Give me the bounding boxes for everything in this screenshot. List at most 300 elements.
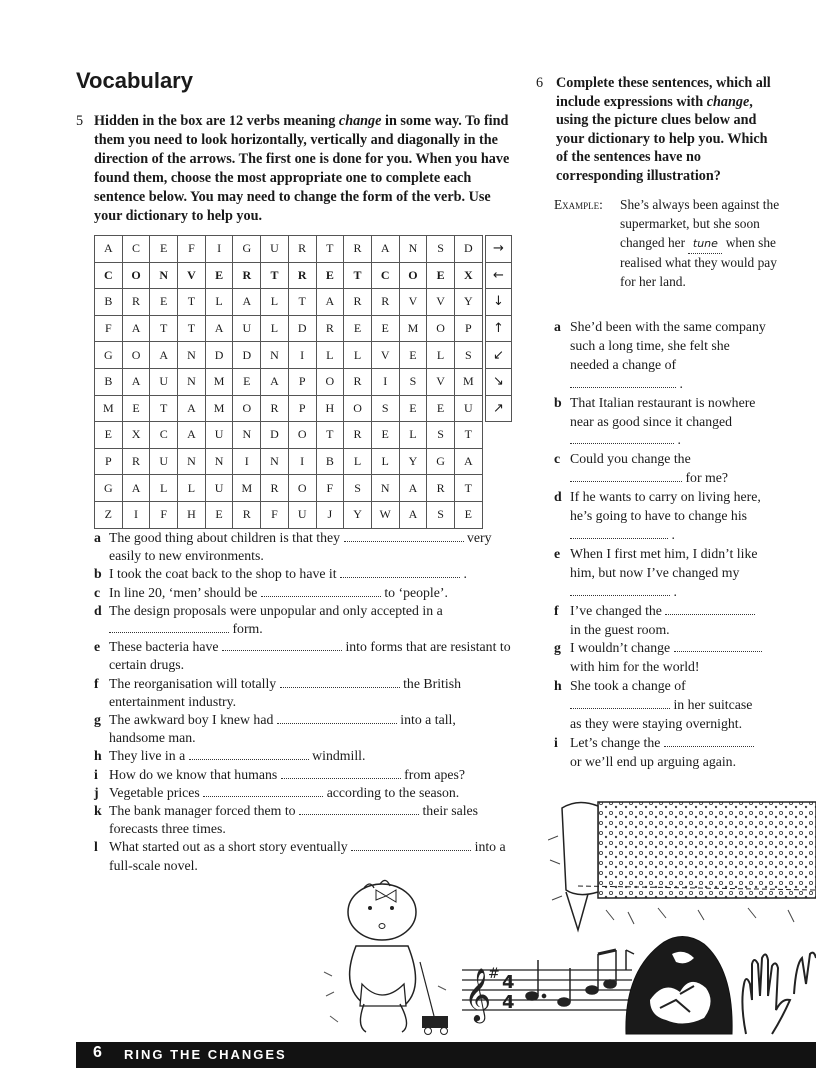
svg-text:4: 4 — [502, 972, 515, 993]
grid-cell: R — [122, 448, 150, 475]
grid-cell: U — [205, 475, 233, 502]
answer-blank[interactable] — [665, 604, 755, 615]
grid-row — [95, 342, 483, 369]
answer-blank[interactable] — [109, 622, 229, 633]
exercise-6-instr-change: change — [706, 93, 750, 110]
ex5-sentence-k — [94, 802, 514, 838]
grid-cell: A — [316, 289, 344, 316]
sentence-text: windmill. — [312, 748, 366, 764]
grid-cell: O — [399, 262, 427, 289]
grid-cell: E — [233, 368, 261, 395]
grid-cell: R — [261, 475, 289, 502]
ex6-sentence-e — [554, 545, 766, 602]
sentence-text: When I first met him, I didn’t like him, but now I’ve changed my — [570, 545, 758, 580]
grid-cell: L — [205, 289, 233, 316]
grid-cell: S — [344, 475, 372, 502]
grid-cell: D — [261, 422, 289, 449]
answer-blank[interactable] — [570, 377, 676, 388]
exercise-6-instr-1: Complete these sentences, which all include expressions with — [556, 75, 771, 110]
grid-cell: N — [178, 342, 206, 369]
grid-cell: W — [371, 501, 399, 528]
example-text-1: She’s always been against the supermarket, but she soon changed her — [620, 197, 780, 250]
ex5-sentence-e — [94, 638, 514, 674]
grid-cell: A — [371, 236, 399, 263]
grid-cell: S — [427, 236, 455, 263]
grid-cell: A — [261, 368, 289, 395]
sentence-text: their sales forecasts three times. — [109, 803, 479, 837]
waving-hands-illustration — [736, 944, 816, 1040]
grid-cell: V — [427, 368, 455, 395]
grid-cell: R — [344, 422, 372, 449]
grid-cell: T — [150, 315, 178, 342]
baby-with-toy-illustration — [320, 876, 456, 1040]
sentence-letter: g — [554, 640, 561, 656]
grid-cell: E — [344, 315, 372, 342]
grid-row — [95, 236, 483, 263]
example-text-2: when she realised what they would pay for her land. — [620, 234, 777, 290]
sentence-text: into a full-scale novel. — [109, 839, 506, 873]
answer-blank[interactable] — [281, 768, 401, 779]
grid-cell: R — [288, 236, 316, 263]
example-answer-blank — [688, 234, 722, 255]
sentence-letter: h — [554, 678, 562, 694]
answer-blank[interactable] — [280, 677, 400, 688]
grid-cell: L — [344, 342, 372, 369]
answer-blank[interactable] — [299, 804, 419, 815]
grid-cell: L — [427, 342, 455, 369]
grid-cell: J — [316, 501, 344, 528]
ex5-sentence-j — [94, 784, 514, 802]
grid-cell: E — [454, 501, 482, 528]
grid-cell: I — [288, 342, 316, 369]
ex5-sentence-i — [94, 766, 514, 784]
grid-cell: E — [399, 395, 427, 422]
grid-cell: S — [427, 501, 455, 528]
section-title: Vocabulary — [76, 68, 193, 93]
sentence-text: I took the coat back to the shop to have it — [109, 566, 341, 582]
ex6-sentence-f — [554, 602, 766, 640]
grid-cell: N — [261, 448, 289, 475]
grid-cell: O — [427, 315, 455, 342]
grid-cell: E — [205, 501, 233, 528]
sentence-text: form. — [232, 621, 263, 637]
direction-arrow-icon: ↓ — [486, 289, 512, 316]
grid-cell: N — [233, 422, 261, 449]
grid-cell: O — [122, 262, 150, 289]
grid-cell: A — [178, 395, 206, 422]
grid-cell: E — [427, 395, 455, 422]
grid-cell: U — [454, 395, 482, 422]
grid-cell: Y — [454, 289, 482, 316]
grid-cell: C — [371, 262, 399, 289]
ex5-sentence-f — [94, 675, 514, 711]
grid-cell: I — [288, 448, 316, 475]
grid-cell: A — [122, 315, 150, 342]
grid-cell: F — [95, 315, 123, 342]
grid-cell: H — [316, 395, 344, 422]
grid-cell: X — [454, 262, 482, 289]
bed-sheets-illustration — [548, 800, 816, 936]
sentence-text: Could you change the — [570, 451, 691, 467]
grid-cell: V — [371, 342, 399, 369]
grid-cell: M — [454, 368, 482, 395]
grid-cell: L — [399, 422, 427, 449]
exercise-6-number: 6 — [536, 75, 544, 91]
grid-cell: U — [150, 368, 178, 395]
direction-arrow-icon: ↗ — [486, 395, 512, 422]
ex6-sentence-b — [554, 394, 766, 451]
direction-arrows-legend — [485, 235, 512, 422]
grid-cell: N — [178, 368, 206, 395]
direction-arrow-icon: ↙ — [486, 342, 512, 369]
sentence-letter: b — [554, 394, 562, 410]
grid-cell: O — [122, 342, 150, 369]
grid-cell: A — [399, 501, 427, 528]
sentence-text: The reorganisation will totally — [109, 675, 280, 691]
grid-cell: R — [122, 289, 150, 316]
sentence-text: That Italian restaurant is nowhere near as good since it changed — [570, 394, 756, 429]
grid-cell: P — [288, 368, 316, 395]
exercise-6-example — [554, 196, 794, 292]
sentence-text: . — [679, 375, 683, 391]
ex5-sentence-g — [94, 711, 514, 747]
ex5-sentence-h — [94, 747, 514, 765]
exercise-5-sentences — [94, 529, 514, 875]
grid-cell: S — [454, 342, 482, 369]
exercise-6-instr-2: , using the picture clues below and your dictionary to help you. Which of the sentences have no corresponding illustration? — [556, 93, 768, 184]
grid-cell: A — [95, 236, 123, 263]
answer-blank[interactable] — [261, 586, 381, 597]
sentence-text: to ‘people’. — [384, 584, 448, 600]
grid-cell: C — [122, 236, 150, 263]
grid-cell: A — [178, 422, 206, 449]
grid-cell: T — [454, 475, 482, 502]
grid-cell: P — [95, 448, 123, 475]
sentence-letter: c — [554, 451, 561, 467]
sentence-letter: e — [94, 639, 101, 655]
grid-cell: U — [233, 315, 261, 342]
grid-cell: R — [233, 262, 261, 289]
grid-cell: E — [122, 395, 150, 422]
direction-arrow-icon: → — [486, 236, 512, 263]
grid-cell: O — [233, 395, 261, 422]
grid-cell: D — [454, 236, 482, 263]
sentence-text: These bacteria have — [109, 639, 222, 655]
grid-cell: A — [122, 475, 150, 502]
grid-cell: G — [95, 475, 123, 502]
answer-blank[interactable] — [189, 749, 309, 760]
grid-cell: L — [371, 448, 399, 475]
page-footer — [76, 1042, 816, 1068]
grid-cell: F — [178, 236, 206, 263]
grid-cell: L — [150, 475, 178, 502]
grid-cell: L — [261, 315, 289, 342]
sentence-text: Vegetable prices — [109, 784, 204, 800]
sentence-text: from apes? — [404, 766, 466, 782]
grid-cell: T — [316, 236, 344, 263]
grid-cell: H — [178, 501, 206, 528]
grid-cell: R — [344, 236, 372, 263]
grid-cell: Y — [399, 448, 427, 475]
sentence-text: She’d been with the same company such a long time, she felt she needed a change of — [570, 319, 766, 372]
grid-cell: I — [122, 501, 150, 528]
answer-blank[interactable] — [351, 840, 471, 851]
grid-cell: F — [150, 501, 178, 528]
answer-blank[interactable] — [570, 585, 670, 596]
sentence-text: into forms that are resistant to certain drugs. — [109, 639, 511, 673]
sentence-text: The design proposals were unpopular and only accepted in a — [109, 602, 443, 618]
sentence-text: . — [671, 526, 675, 542]
sentence-letter: h — [94, 748, 102, 764]
grid-cell: F — [316, 475, 344, 502]
sentence-letter: i — [554, 734, 558, 750]
grid-cell: L — [344, 448, 372, 475]
grid-cell: N — [261, 342, 289, 369]
grid-cell: R — [288, 262, 316, 289]
sentence-letter: b — [94, 566, 102, 582]
grid-cell: E — [95, 422, 123, 449]
answer-blank[interactable] — [277, 713, 397, 724]
grid-cell: R — [233, 501, 261, 528]
ex5-sentence-b — [94, 565, 514, 583]
grid-cell: R — [427, 475, 455, 502]
grid-cell: I — [205, 236, 233, 263]
sentence-text: for me? — [685, 470, 728, 486]
grid-cell: O — [344, 395, 372, 422]
answer-blank[interactable] — [664, 736, 754, 747]
grid-cell: N — [205, 448, 233, 475]
grid-cell: E — [150, 289, 178, 316]
grid-cell: I — [371, 368, 399, 395]
grid-cell: O — [288, 422, 316, 449]
sentence-letter: c — [94, 584, 101, 600]
grid-cell: R — [261, 395, 289, 422]
sentence-text: I wouldn’t change — [570, 640, 674, 656]
grid-cell: C — [95, 262, 123, 289]
sentence-letter: d — [554, 489, 562, 505]
sentence-letter: f — [94, 675, 99, 691]
grid-cell: D — [233, 342, 261, 369]
grid-cell: M — [95, 395, 123, 422]
grid-cell: T — [344, 262, 372, 289]
sentence-text: What started out as a short story eventually — [109, 839, 352, 855]
sentence-letter: e — [554, 545, 561, 561]
ex6-sentence-h — [554, 677, 766, 734]
grid-cell: N — [150, 262, 178, 289]
direction-arrow-icon: ↘ — [486, 368, 512, 395]
grid-cell: E — [427, 262, 455, 289]
sentence-text: The bank manager forced them to — [109, 803, 300, 819]
sentence-letter: k — [94, 803, 102, 819]
grid-cell: R — [344, 289, 372, 316]
grid-cell: G — [233, 236, 261, 263]
sentence-text: She took a change of — [570, 678, 686, 694]
grid-cell: N — [178, 448, 206, 475]
ex5-sentence-c — [94, 584, 514, 602]
ex5-sentence-l — [94, 838, 514, 874]
example-label: Example: — [554, 197, 603, 212]
music-score-illustration — [458, 944, 636, 1030]
ex5-sentence-d — [94, 602, 514, 638]
grid-cell: T — [150, 395, 178, 422]
grid-cell: E — [371, 315, 399, 342]
grid-cell: U — [205, 422, 233, 449]
grid-cell: S — [427, 422, 455, 449]
grid-cell: O — [316, 368, 344, 395]
exercise-6-sentences — [554, 318, 766, 772]
grid-row — [95, 395, 483, 422]
exercise-5-instructions — [76, 112, 516, 226]
grid-cell: T — [316, 422, 344, 449]
ex6-sentence-a — [554, 318, 766, 394]
sentence-letter: a — [554, 319, 561, 334]
grid-cell: O — [288, 475, 316, 502]
page-number: 6 — [93, 1044, 102, 1061]
sentence-letter: f — [554, 602, 559, 618]
answer-blank[interactable] — [570, 433, 674, 444]
grid-cell: A — [122, 368, 150, 395]
answer-blank[interactable] — [570, 698, 670, 709]
grid-cell: E — [316, 262, 344, 289]
sentence-letter: l — [94, 839, 98, 855]
grid-cell: B — [95, 289, 123, 316]
grid-cell: L — [316, 342, 344, 369]
answer-blank[interactable] — [570, 471, 682, 482]
answer-blank[interactable] — [344, 531, 464, 542]
grid-cell: A — [454, 448, 482, 475]
sentence-text: into a tall, handsome man. — [109, 712, 456, 746]
grid-cell: G — [427, 448, 455, 475]
grid-cell: A — [150, 342, 178, 369]
svg-text:#: # — [488, 966, 500, 982]
grid-cell: B — [95, 368, 123, 395]
answer-blank[interactable] — [222, 640, 342, 651]
grid-row — [95, 262, 483, 289]
answer-blank[interactable] — [340, 567, 460, 578]
svg-text:𝄞: 𝄞 — [464, 967, 492, 1021]
sentence-letter: d — [94, 602, 102, 618]
grid-cell: D — [288, 315, 316, 342]
grid-cell: L — [261, 289, 289, 316]
grid-cell: C — [150, 422, 178, 449]
ex6-sentence-d — [554, 488, 766, 545]
direction-arrow-icon: ← — [486, 262, 512, 289]
grid-cell: B — [316, 448, 344, 475]
exercise-5-number: 5 — [76, 113, 84, 129]
example-answer: tune — [692, 236, 718, 250]
direction-arrow-icon: ↑ — [486, 315, 512, 342]
word-search-grid — [94, 235, 483, 529]
grid-cell: P — [288, 395, 316, 422]
sentence-text: Let’s change the — [570, 734, 664, 750]
grid-cell: G — [95, 342, 123, 369]
ex6-sentence-g — [554, 639, 766, 677]
grid-cell: T — [261, 262, 289, 289]
sentence-text: They live in a — [109, 748, 189, 764]
grid-row — [95, 501, 483, 528]
grid-cell: U — [261, 236, 289, 263]
grid-cell: Y — [344, 501, 372, 528]
sentence-text: . — [463, 566, 467, 582]
grid-cell: T — [178, 315, 206, 342]
grid-cell: A — [233, 289, 261, 316]
exercise-6-instructions — [536, 74, 776, 186]
grid-row — [95, 289, 483, 316]
sentence-letter: a — [94, 530, 101, 545]
answer-blank[interactable] — [674, 641, 762, 652]
grid-cell: U — [150, 448, 178, 475]
sentence-text: in the guest room. — [570, 621, 670, 637]
grid-cell: R — [316, 315, 344, 342]
grid-cell: R — [371, 289, 399, 316]
sentence-text: . — [673, 583, 677, 599]
grid-row — [95, 315, 483, 342]
ex6-sentence-c — [554, 450, 766, 488]
grid-cell: Z — [95, 501, 123, 528]
sentence-text: or we’ll end up arguing again. — [570, 753, 737, 769]
grid-cell: N — [371, 475, 399, 502]
sentence-text: the British entertainment industry. — [109, 675, 461, 709]
sentence-text: I’ve changed the — [570, 602, 666, 618]
grid-row — [95, 422, 483, 449]
grid-cell: E — [399, 342, 427, 369]
grid-cell: M — [399, 315, 427, 342]
grid-cell: S — [399, 368, 427, 395]
sentence-text: in her suitcase as they were staying overnight. — [570, 697, 753, 732]
grid-cell: N — [399, 236, 427, 263]
grid-cell: L — [178, 475, 206, 502]
messy-globe-illustration — [620, 930, 738, 1038]
grid-row — [95, 368, 483, 395]
answer-blank[interactable] — [570, 528, 668, 539]
grid-cell: V — [427, 289, 455, 316]
grid-cell: P — [454, 315, 482, 342]
grid-cell: U — [288, 501, 316, 528]
answer-blank[interactable] — [203, 786, 323, 797]
sentence-text: How do we know that humans — [109, 766, 281, 782]
sentence-text: In line 20, ‘men’ should be — [109, 584, 261, 600]
grid-cell: M — [205, 395, 233, 422]
grid-cell: A — [205, 315, 233, 342]
sentence-text: If he wants to carry on living here, he’s going to have to change his — [570, 489, 761, 524]
grid-cell: T — [178, 289, 206, 316]
grid-cell: X — [122, 422, 150, 449]
grid-cell: E — [205, 262, 233, 289]
grid-cell: T — [288, 289, 316, 316]
grid-cell: F — [261, 501, 289, 528]
grid-cell: I — [233, 448, 261, 475]
sentence-letter: i — [94, 766, 98, 782]
sentence-letter: g — [94, 712, 101, 728]
sentence-text: The good thing about children is that they — [109, 530, 344, 545]
chapter-title: RING THE CHANGES — [124, 1047, 287, 1062]
sentence-letter: j — [94, 784, 99, 800]
sentence-text: with him for the world! — [570, 659, 700, 675]
grid-cell: R — [344, 368, 372, 395]
grid-cell: V — [399, 289, 427, 316]
sentence-text: . — [677, 432, 681, 448]
grid-cell: S — [371, 395, 399, 422]
ex5-sentence-a — [94, 529, 514, 565]
grid-cell: M — [205, 368, 233, 395]
grid-cell: V — [178, 262, 206, 289]
sentence-text: The awkward boy I knew had — [109, 712, 277, 728]
grid-cell: E — [371, 422, 399, 449]
grid-cell: M — [233, 475, 261, 502]
grid-cell: T — [454, 422, 482, 449]
grid-row — [95, 475, 483, 502]
ex6-sentence-i — [554, 734, 766, 772]
